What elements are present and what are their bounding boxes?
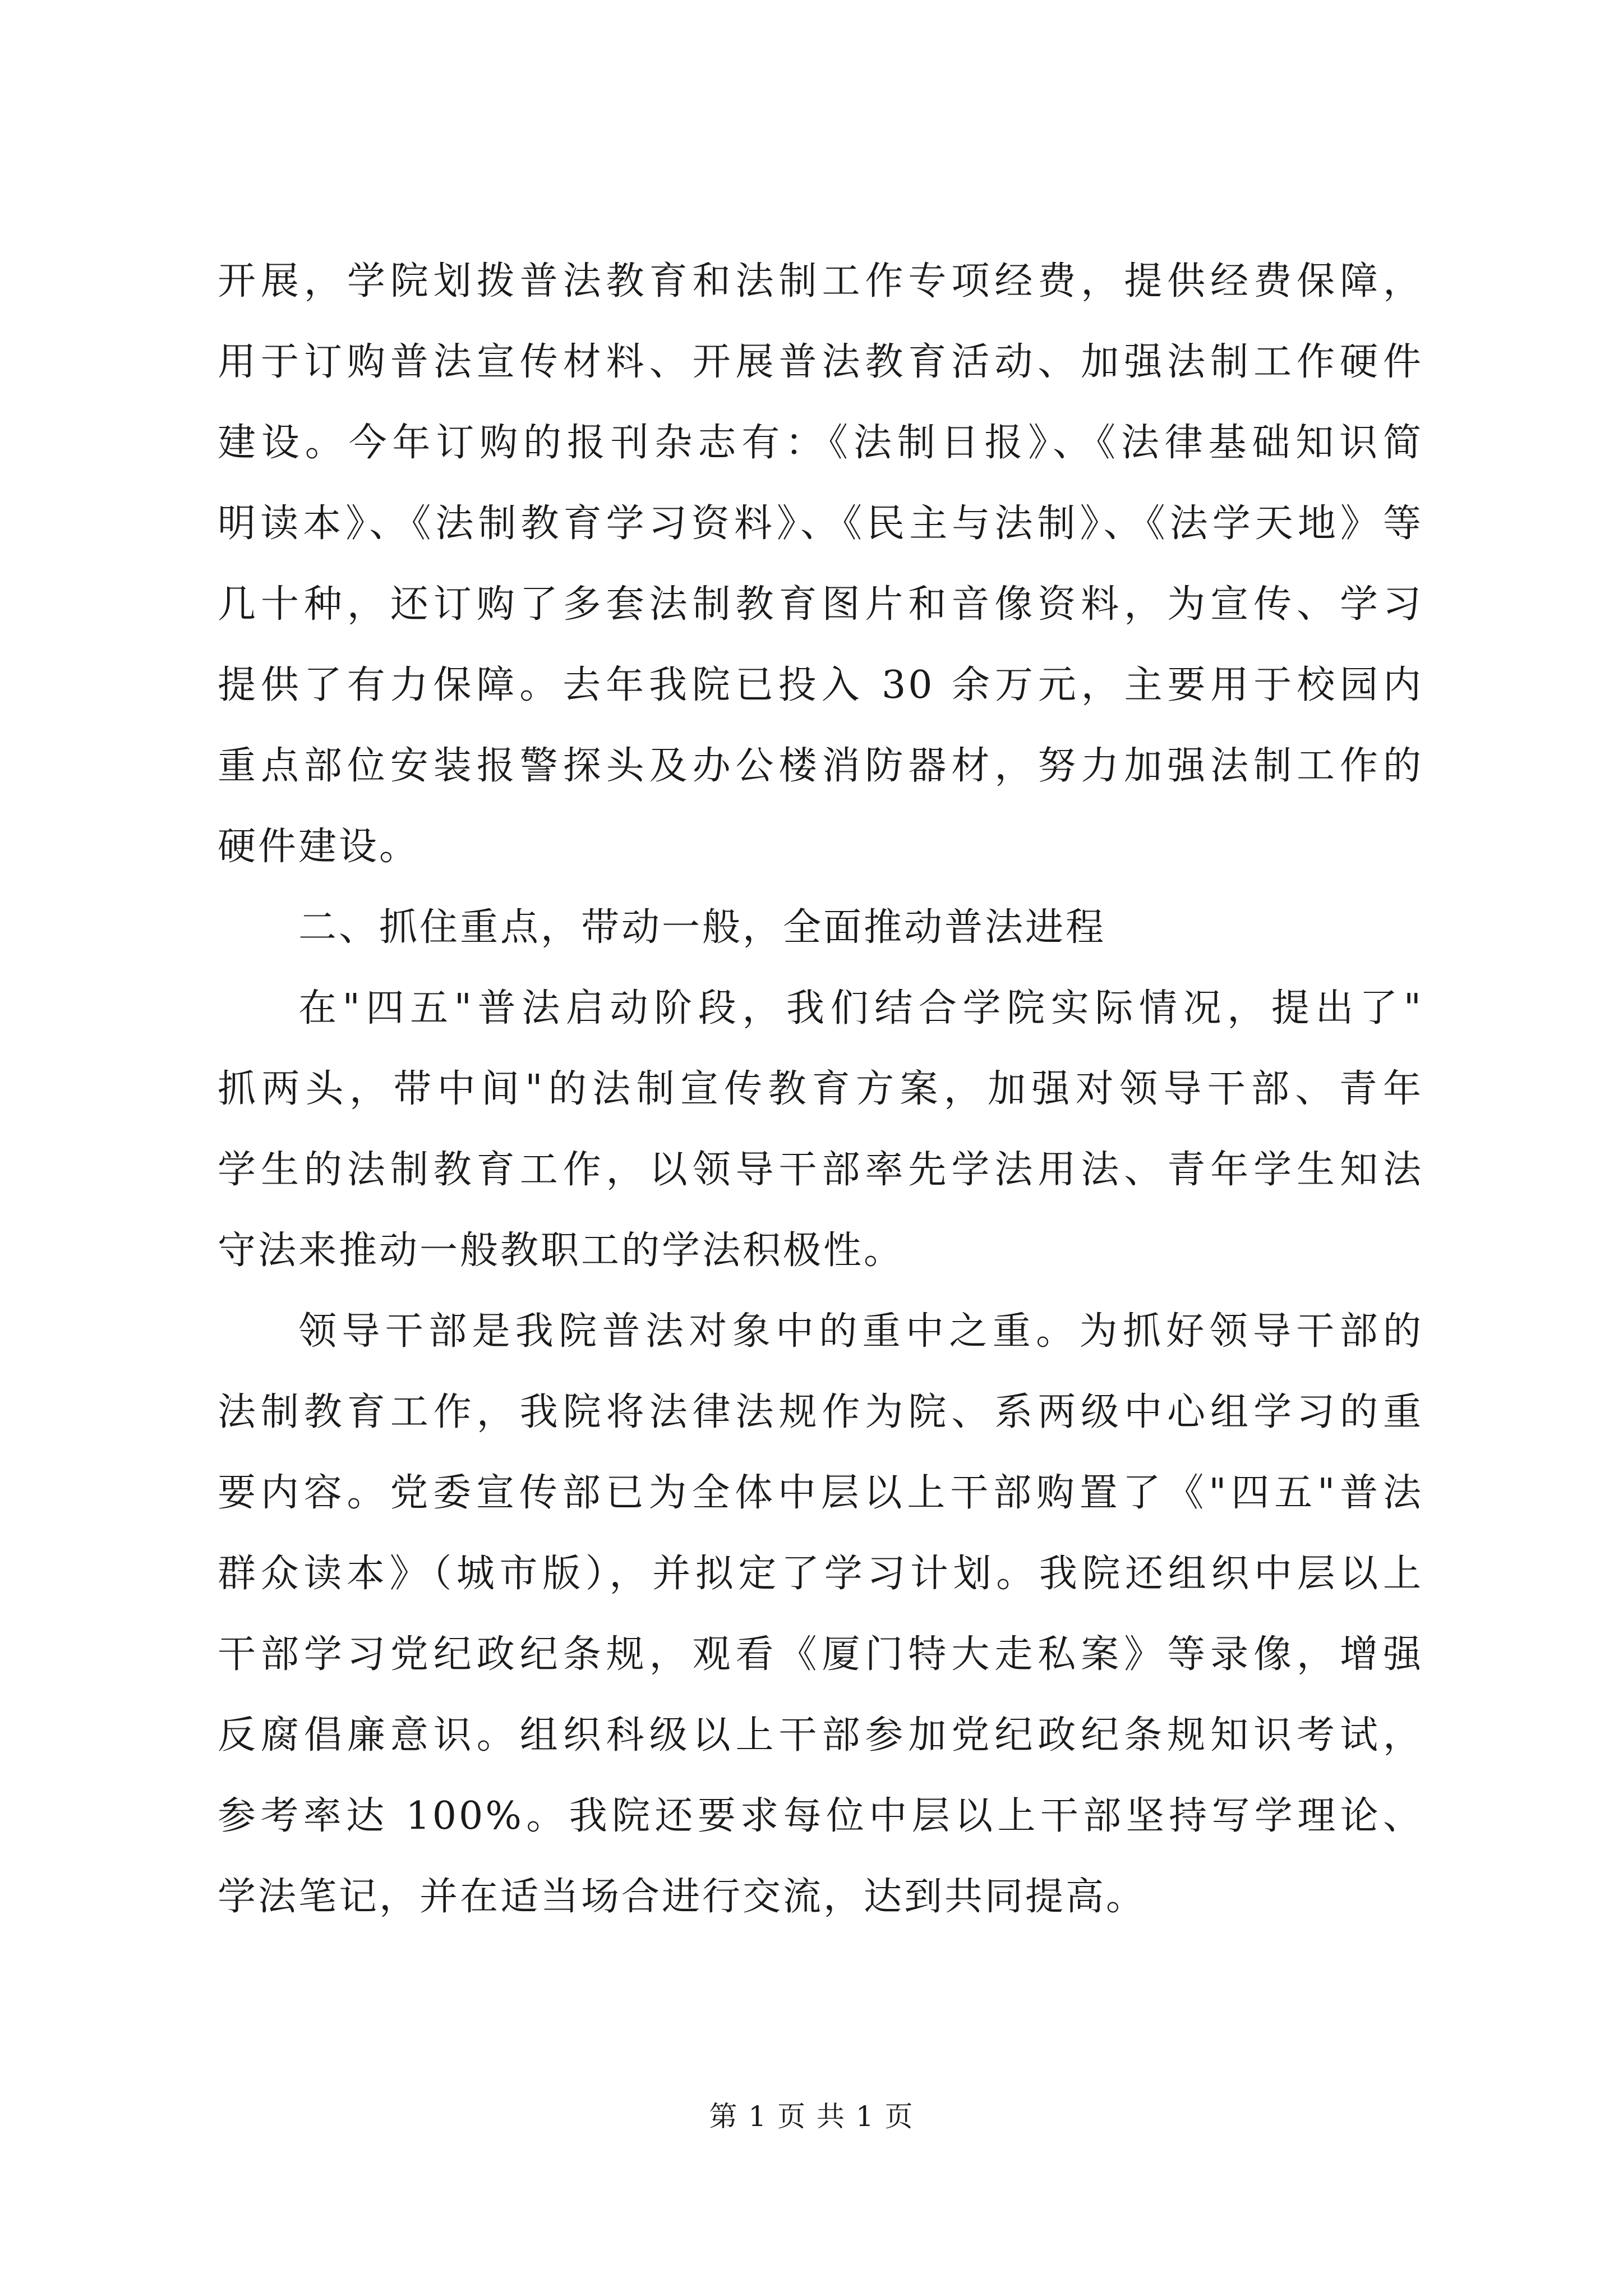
paragraph-line: 几十种，还订购了多套法制教育图片和音像资料，为宣传、学习 — [218, 582, 1423, 627]
paragraph-line: 在"四五"普法启动阶段，我们结合学院实际情况，提出了" — [298, 986, 1423, 1030]
document-body — [218, 241, 1423, 1938]
section-heading: 二、抓住重点，带动一般，全面推动普法进程 — [298, 905, 1106, 950]
paragraph-line: 要内容。党委宣传部已为全体中层以上干部购置了《"四五"普法 — [218, 1471, 1423, 1515]
paragraph-line: 明读本》、《法制教育学习资料》、《民主与法制》、《法学天地》等 — [218, 501, 1423, 546]
paragraph-line: 法制教育工作，我院将法律法规作为院、系两级中心组学习的重 — [218, 1390, 1423, 1434]
paragraph-line: 学法笔记，并在适当场合进行交流，达到共同提高。 — [218, 1875, 1147, 1919]
paragraph-line: 开展，学院划拨普法教育和法制工作专项经费，提供经费保障， — [218, 259, 1423, 303]
paragraph-line: 用于订购普法宣传材料、开展普法教育活动、加强法制工作硬件 — [218, 340, 1423, 384]
paragraph-line: 重点部位安装报警探头及办公楼消防器材，努力加强法制工作的 — [218, 744, 1423, 788]
paragraph-line: 建设。今年订购的报刊杂志有：《法制日报》、《法律基础知识简 — [218, 421, 1423, 465]
paragraph-line: 干部学习党纪政纪条规，观看《厦门特大走私案》等录像，增强 — [218, 1632, 1423, 1677]
paragraph-line: 学生的法制教育工作，以领导干部率先学法用法、青年学生知法 — [218, 1148, 1423, 1192]
paragraph-line: 领导干部是我院普法对象中的重中之重。为抓好领导干部的 — [298, 1309, 1423, 1354]
paragraph-line: 群众读本》（城市版），并拟定了学习计划。我院还组织中层以上 — [218, 1552, 1423, 1596]
paragraph-line: 抓两头，带中间"的法制宣传教育方案，加强对领导干部、青年 — [218, 1067, 1423, 1111]
paragraph-line: 硬件建设。 — [218, 825, 420, 869]
paragraph-line: 参考率达 100%。我院还要求每位中层以上干部坚持写学理论、 — [218, 1794, 1423, 1838]
paragraph-line: 守法来推动一般教职工的学法积极性。 — [218, 1228, 905, 1273]
paragraph-line: 反腐倡廉意识。组织科级以上干部参加党纪政纪条规知识考试， — [218, 1713, 1423, 1757]
page-number-footer: 第 1 页 共 1 页 — [709, 2100, 914, 2133]
paragraph-line: 提供了有力保障。去年我院已投入 30 余万元，主要用于校园内 — [218, 663, 1423, 707]
